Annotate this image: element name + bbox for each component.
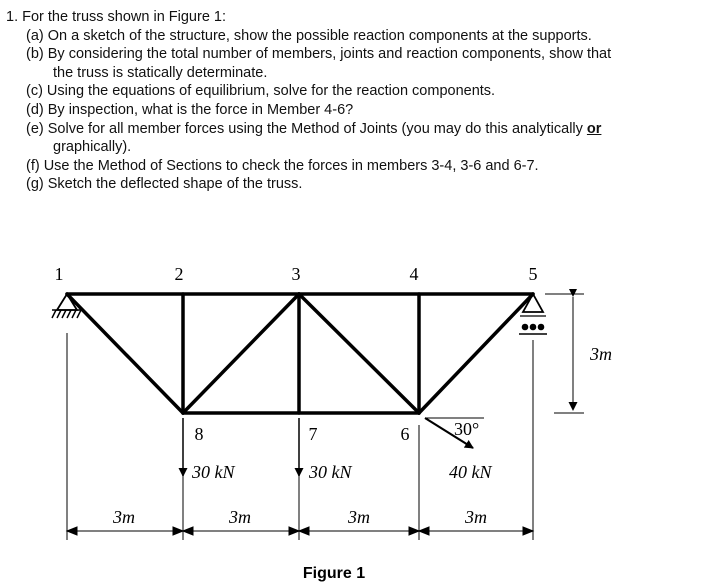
part-e-text: (e) Solve for all member forces using the Method of Joints (you may do this analytically [26, 120, 583, 137]
joint-label-4: 4 [409, 264, 419, 284]
part-e-or: or [586, 120, 602, 137]
span-label-2: 3m [229, 507, 251, 527]
part-e [6, 120, 696, 139]
part-b-continued: the truss is statically determinate. [53, 64, 268, 81]
roller-support [519, 294, 547, 334]
span-label-1: 3m [113, 507, 135, 527]
joint-label-5: 5 [528, 264, 538, 284]
part-g: (g) Sketch the deflected shape of the truss. [26, 176, 303, 193]
question-text [6, 8, 696, 194]
height-label: 3m [590, 344, 612, 364]
load-label-8: 30 kN [192, 462, 235, 482]
part-c: (c) Using the equations of equilibrium, solve for the reaction components. [26, 83, 496, 100]
joint-label-1: 1 [54, 264, 64, 284]
part-d: (d) By inspection, what is the force in Member 4-6? [26, 101, 354, 118]
part-f: (f) Use the Method of Sections to check the forces in members 3-4, 3-6 and 6-7. [26, 157, 539, 174]
angle-label: 30° [454, 419, 480, 439]
span-label-4: 3m [465, 507, 487, 527]
member-1-8 [67, 294, 183, 413]
member-3-6 [299, 294, 419, 413]
joint-label-7: 7 [308, 424, 318, 444]
height-dimension [545, 294, 584, 413]
part-e-continued: graphically). [53, 139, 132, 156]
joint-label-3: 3 [291, 264, 301, 284]
figure-caption: Figure 1 [302, 565, 366, 582]
span-label-3: 3m [348, 507, 370, 527]
part-b: (b) By considering the total number of members, joints and reaction components, show that [26, 46, 612, 63]
member-6-5 [419, 294, 533, 413]
load-label-6: 40 kN [449, 462, 492, 482]
truss-members [67, 294, 533, 413]
joint-label-8: 8 [194, 424, 204, 444]
part-a: (a) On a sketch of the structure, show the possible reaction components at the supports. [26, 27, 592, 44]
truss-figure [0, 250, 702, 588]
joint-label-6: 6 [400, 424, 410, 444]
joint-label-2: 2 [174, 264, 184, 284]
question-intro: 1. For the truss shown in Figure 1: [6, 9, 227, 25]
member-8-3 [183, 294, 299, 413]
load-label-7: 30 kN [309, 462, 352, 482]
